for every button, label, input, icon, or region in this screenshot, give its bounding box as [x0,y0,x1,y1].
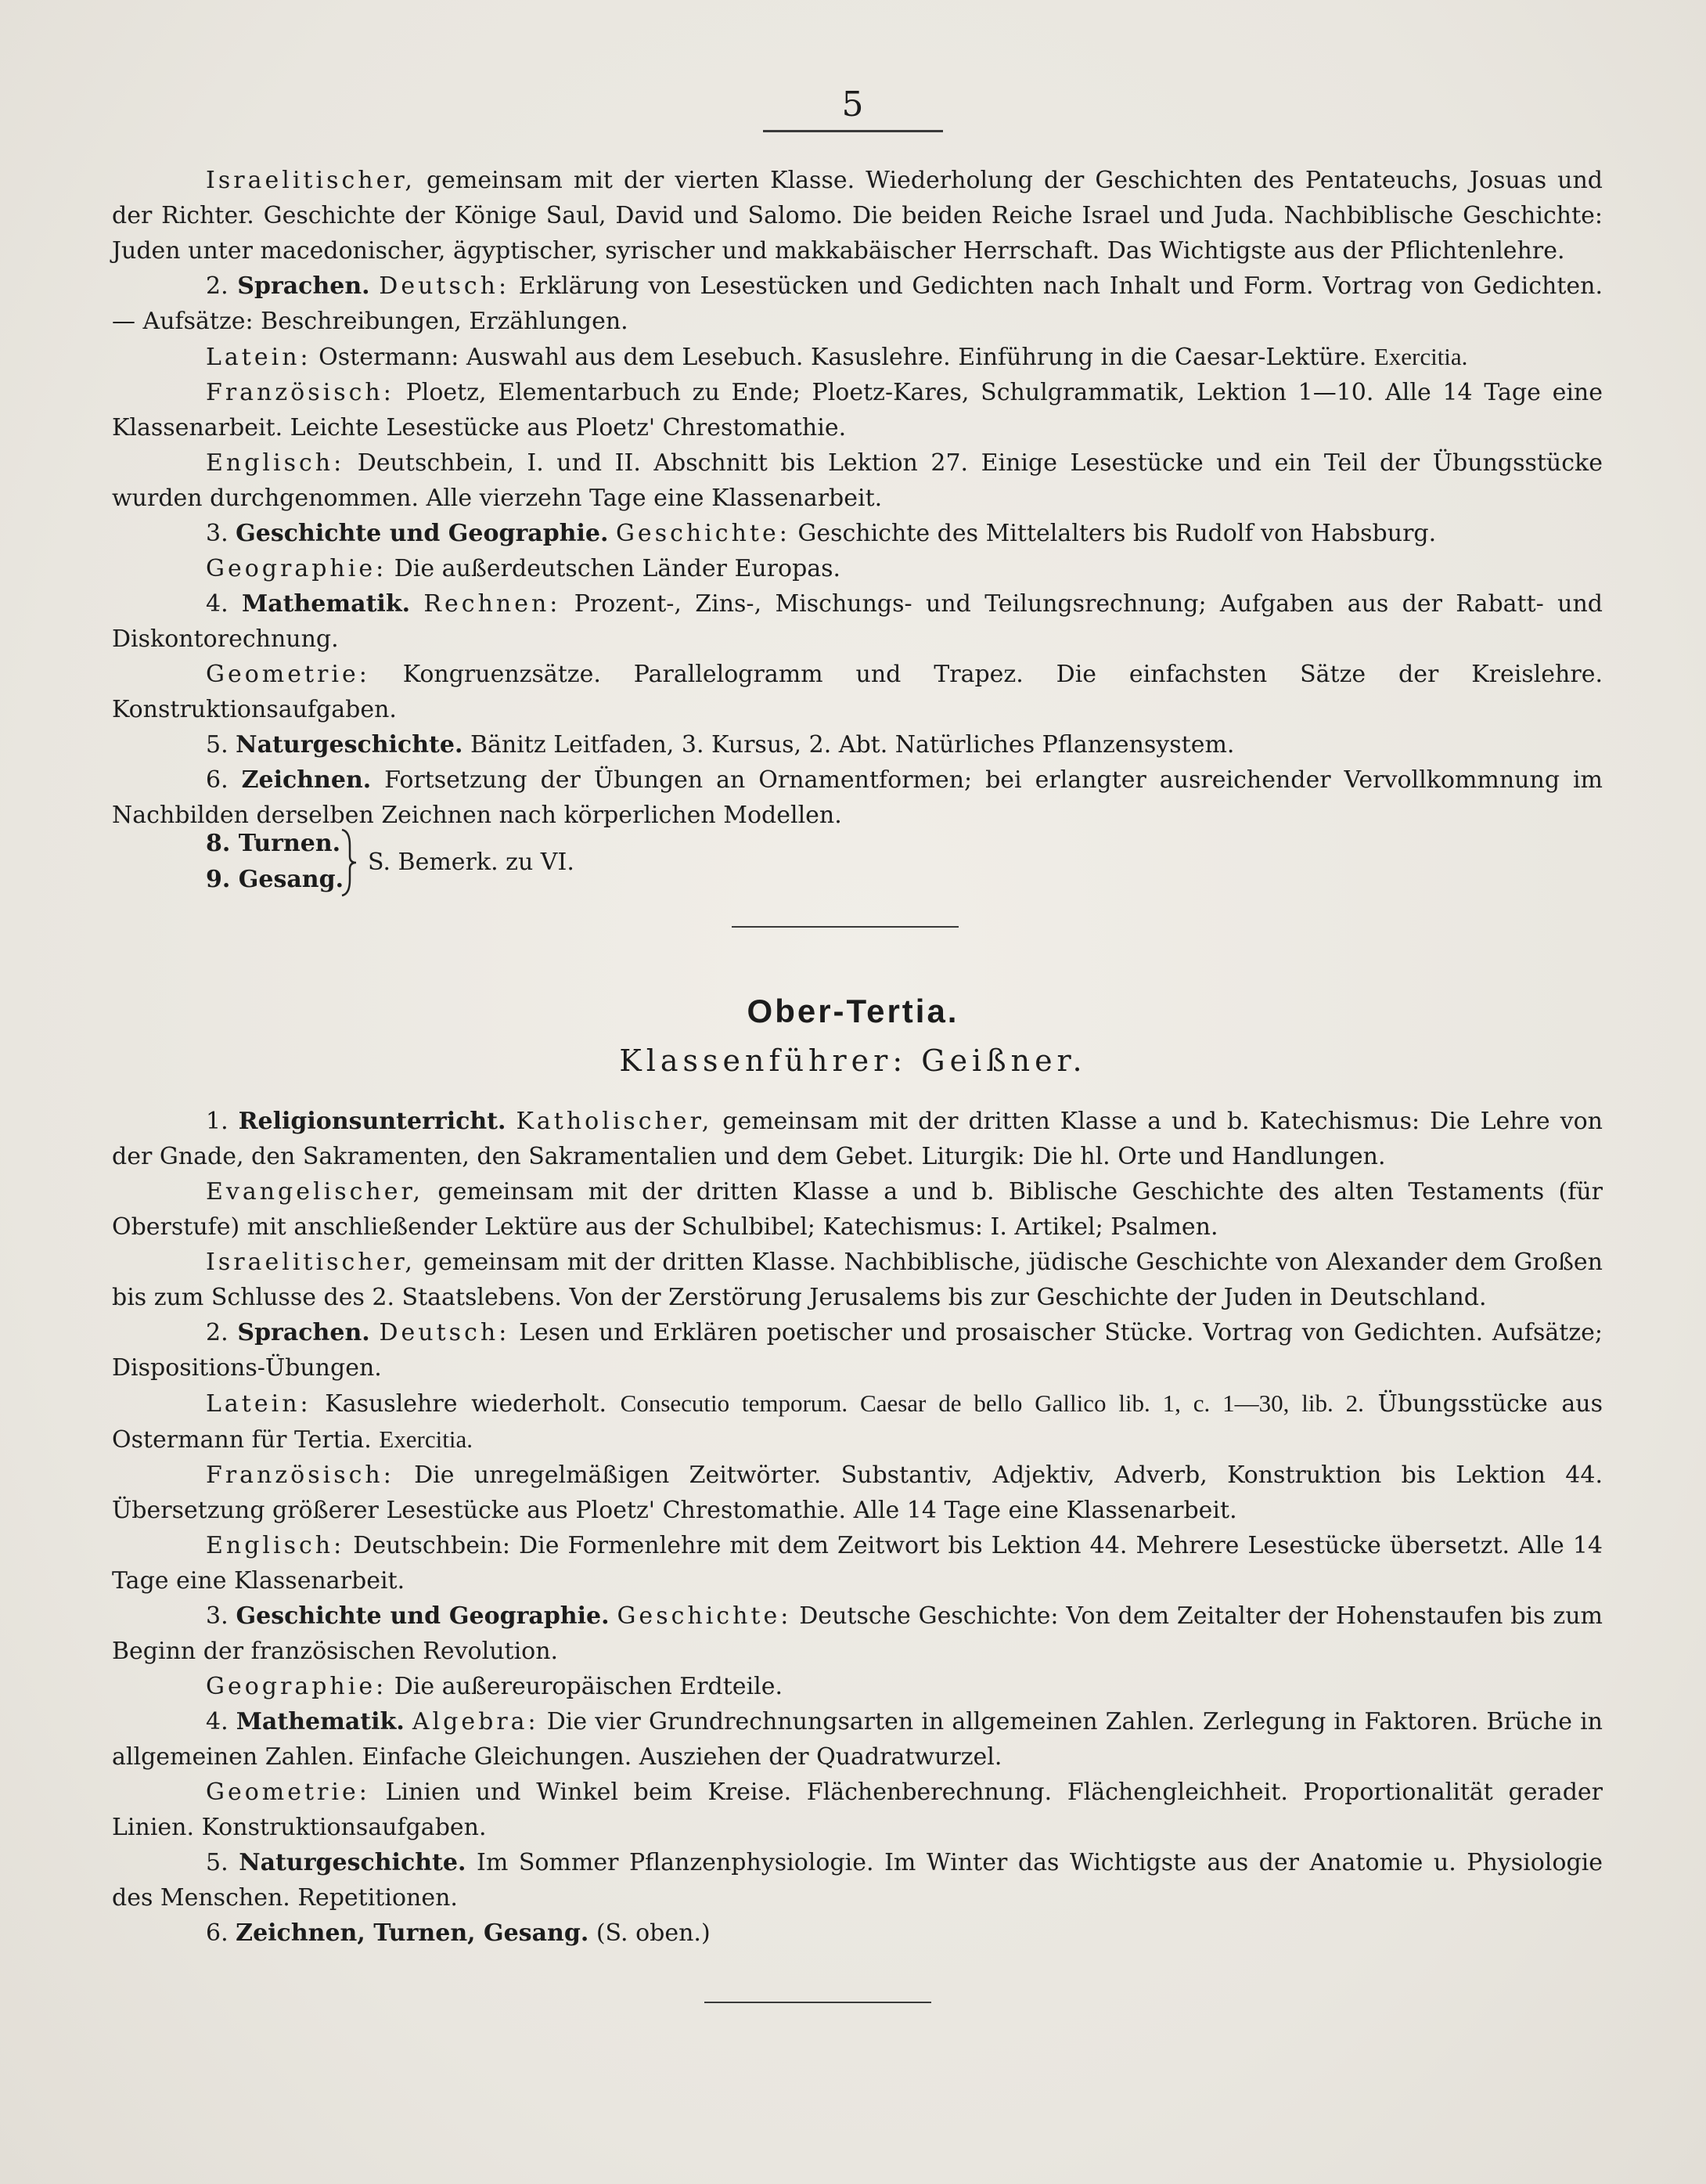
mathematik-paragraph: 4. Mathematik. Rechnen: Prozent-, Zins-, Mischungs- und Teilungsrechnung; Aufgaben aus der Rabatt- und Diskontorechnung. [112,590,1603,653]
geometrie-paragraph: Geometrie: Linien und Winkel beim Kreise. Flächenberechnung. Flächengleichheit. Proportionalität gerader Linien. Konstruktionsaufgaben. [112,1779,1603,1841]
turnen-gesang-labels [206,826,344,898]
franzoesisch-paragraph: Französisch: Die unregelmäßigen Zeitwörter. Substantiv, Adjektiv, Adverb, Konstruktion bis Lektion 44. Übersetzung größerer Lesestücke aus Ploetz' Chrestomathie. Alle 14 Tage eine Klassenarbeit. [112,1461,1603,1524]
page-number: 5 [841,85,865,124]
zeichnen-paragraph: 6. Zeichnen, Turnen, Gesang. (S. oben.) [206,1919,711,1947]
religion-israel-paragraph: Israelitischer, gemeinsam mit der vierten Klasse. Wiederholung der Geschichten des Pentateuchs, Josuas und der Richter. Geschichte der Könige Saul, David und Salomo. Die beiden Reiche Israel und Juda. Nachbiblische Geschichte: Juden unter macedonischer, ägyptischer, syrischer und makkabäischer Herrschaft. Das Wichtigste aus der Pflichtenlehre. [112,167,1603,265]
untertertia-section [112,163,1603,833]
geschichte-paragraph: 3. Geschichte und Geographie. Geschichte: Deutsche Geschichte: Von dem Zeitalter der Hohenstaufen bis zum Beginn der französischen Revolution. [112,1602,1603,1665]
religion-paragraph: 1. Religionsunterricht. Katholischer, gemeinsam mit der dritten Klasse a und b. Katechismus: Die Lehre von der Gnade, den Sakramenten, den Sakramentalien und dem Gebet. Liturgik: Die hl. Orte und Handlungen. [112,1108,1603,1170]
brace-icon [339,828,362,897]
zeichnen-paragraph: 6. Zeichnen. Fortsetzung der Übungen an Ornamentformen; bei erlangter ausreichender Vervollkommnung im Nachbilden derselben Zeichnen nach körperlichen Modellen. [112,766,1603,829]
geographie-paragraph: Geographie: Die außerdeutschen Länder Europas. [206,555,841,582]
section-divider [732,926,959,928]
section-subtitle: Klassenführer: Geißner. [619,1043,1087,1078]
englisch-paragraph: Englisch: Deutschbein: Die Formenlehre mit dem Zeitwort bis Lektion 44. Mehrere Lesestücke übersetzt. Alle 14 Tage eine Klassenarbeit. [112,1532,1603,1595]
latein-paragraph: Latein: Kasuslehre wiederholt. Consecutio temporum. Caesar de bello Gallico lib. 1, c. 1—30, lib. 2. Übungsstücke aus Ostermann für Tertia. Exercitia. [112,1389,1603,1454]
franzoesisch-paragraph: Französisch: Ploetz, Elementarbuch zu Ende; Ploetz-Kares, Schulgrammatik, Lektion 1—10. Alle 14 Tage eine Klassenarbeit. Leichte Lesestücke aus Ploetz' Chrestomathie. [112,379,1603,441]
geschichte-paragraph: 3. Geschichte und Geographie. Geschichte: Geschichte des Mittelalters bis Rudolf von Habsburg. [206,520,1437,547]
mathematik-paragraph: 4. Mathematik. Algebra: Die vier Grundrechnungsarten in allgemeinen Zahlen. Zerlegung in Faktoren. Brüche in allgemeinen Zahlen. Einfache Gleichungen. Ausziehen der Quadratwurzel. [112,1708,1603,1771]
turnen-gesang-group [206,826,754,901]
header-rule [763,130,943,132]
israel-paragraph: Israelitischer, gemeinsam mit der dritten Klasse. Nachbiblische, jüdische Geschichte von Alexander dem Großen bis zum Schlusse des 2. Staatslebens. Von der Zerstörung Jerusalems bis zur Geschichte der Juden in Deutschland. [112,1249,1603,1311]
naturgeschichte-paragraph: 5. Naturgeschichte. Im Sommer Pflanzenphysiologie. Im Winter das Wichtigste aus der Anatomie u. Physiologie des Menschen. Repetitionen. [112,1849,1603,1912]
turnen-label: 8. Turnen. [206,830,341,857]
sprachen-paragraph: 2. Sprachen. Deutsch: Erklärung von Lesestücken und Gedichten nach Inhalt und Form. Vortrag von Gedichten. — Aufsätze: Beschreibungen, Erzählungen. [112,272,1603,335]
obertertia-section [112,1104,1603,1951]
footer-divider [704,2002,931,2003]
sprachen-paragraph: 2. Sprachen. Deutsch: Lesen und Erklären poetischer und prosaischer Stücke. Vortrag von Gedichten. Aufsätze; Dispositions-Übungen. [112,1319,1603,1382]
geometrie-paragraph: Geometrie: Kongruenzsätze. Parallelogramm und Trapez. Die einfachsten Sätze der Kreislehre. Konstruktionsaufgaben. [112,661,1603,723]
bemerk-note: S. Bemerk. zu VI. [368,849,574,876]
naturgeschichte-paragraph: 5. Naturgeschichte. Bänitz Leitfaden, 3. Kursus, 2. Abt. Natürliches Pflanzensystem. [206,731,1235,759]
section-title: Ober-Tertia. [747,993,959,1029]
englisch-paragraph: Englisch: Deutschbein, I. und II. Abschnitt bis Lektion 27. Einige Lesestücke und ein Teil der Übungsstücke wurden durchgenommen. Alle vierzehn Tage eine Klassenarbeit. [112,449,1603,512]
evangelisch-paragraph: Evangelischer, gemeinsam mit der dritten Klasse a und b. Biblische Geschichte des alten Testaments (für Oberstufe) mit anschließender Lektüre aus der Schulbibel; Katechismus: I. Artikel; Psalmen. [112,1178,1603,1241]
gesang-label: 9. Gesang. [206,866,344,893]
latein-paragraph: Latein: Ostermann: Auswahl aus dem Lesebuch. Kasuslehre. Einführung in die Caesar-Lektüre. Exercitia. [206,343,1468,371]
geographie-paragraph: Geographie: Die außereuropäischen Erdteile. [206,1673,783,1700]
